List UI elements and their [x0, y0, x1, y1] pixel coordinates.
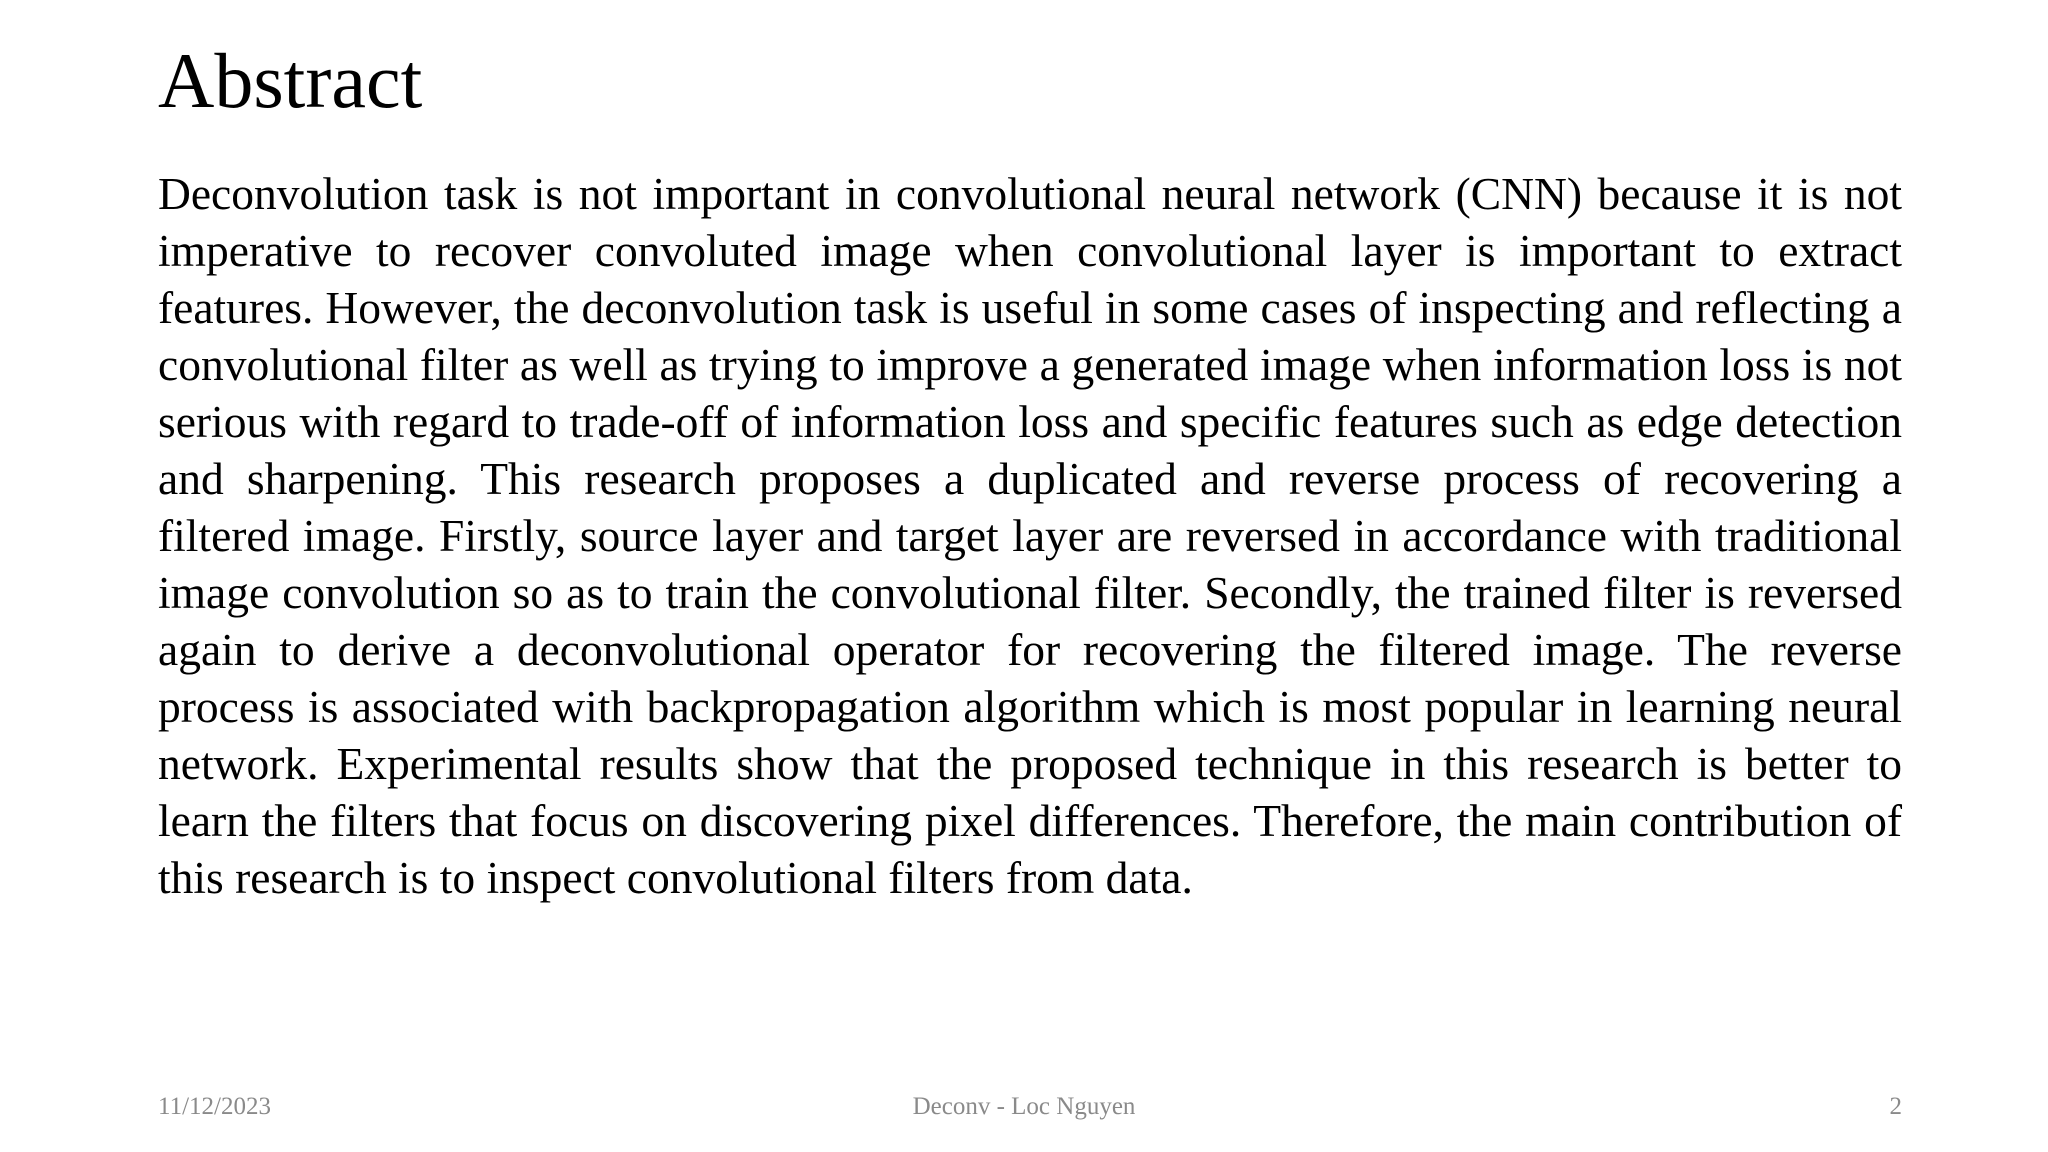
slide-title: Abstract [158, 37, 423, 124]
abstract-paragraph: Deconvolution task is not important in convolutional neural network (CNN) because it is not imperative to recover convoluted image when convolutional layer is important to extract features. However, the deconvolution task is useful in some cases of inspecting and reflecting a convolutional filter as well as trying to improve a generated image when information loss is not serious with regard to trade-off of information loss and specific features such as edge detection and sharpening. This research proposes a duplicated and reverse process of recovering a filtered image. Firstly, source layer and target layer are reversed in accordance with traditional image convolution so as to train the convolutional filter. Secondly, the trained filter is reversed again to derive a deconvolutional operator for recovering the filtered image. The reverse process is associated with backpropagation algorithm which is most popular in learning neural network. Experimental results show that the proposed technique in this research is better to learn the filters that focus on discovering pixel differences. Therefore, the main contribution of this research is to inspect convolutional filters from data. [158, 168, 1902, 903]
footer-date: 11/12/2023 [158, 1093, 271, 1120]
footer-title: Deconv - Loc Nguyen [912, 1093, 1136, 1120]
page-number: 2 [1889, 1093, 1902, 1120]
